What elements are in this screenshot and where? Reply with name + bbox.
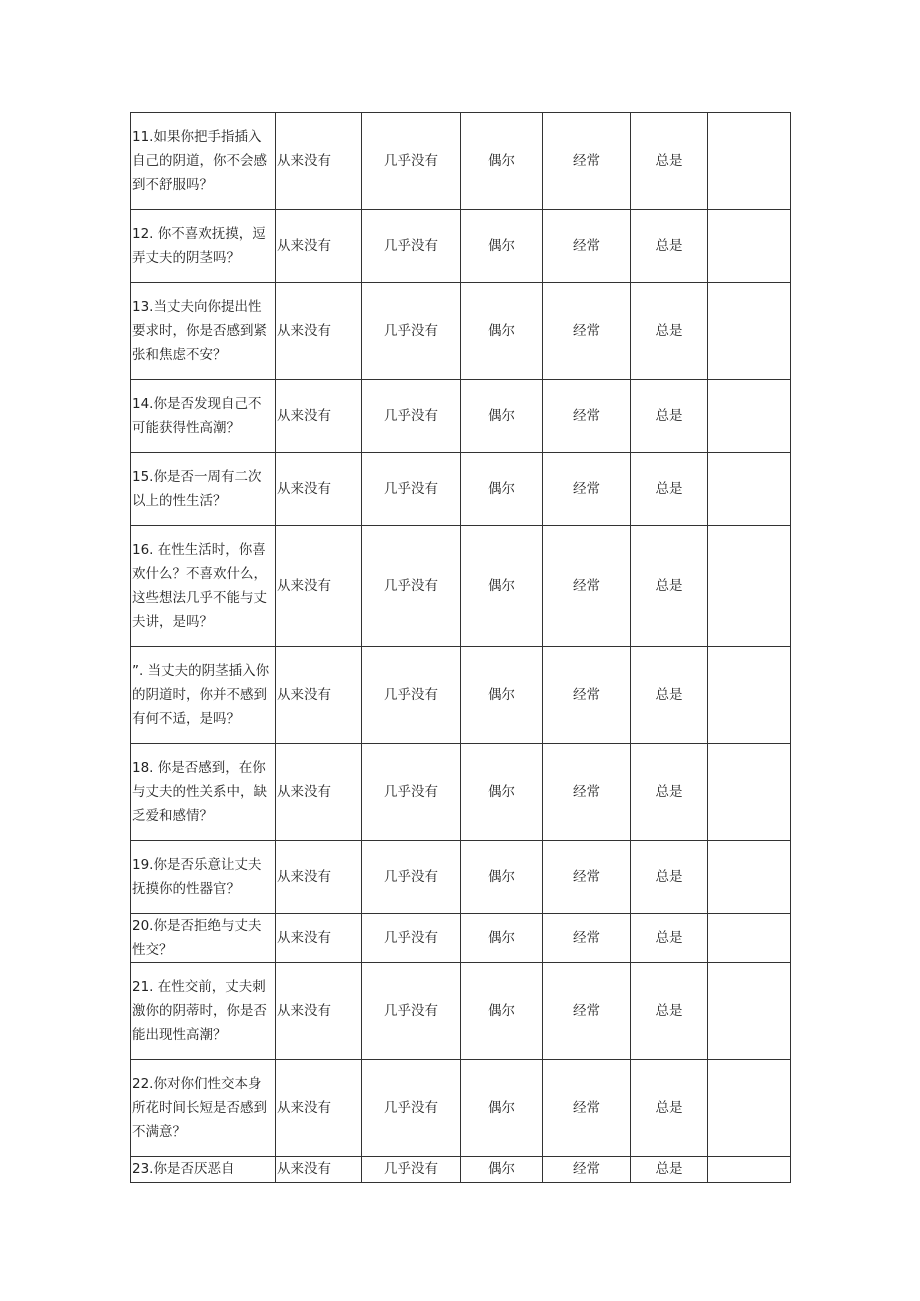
answer-option-3[interactable]: 偶尔 [461, 841, 543, 914]
score-cell [708, 841, 791, 914]
answer-option-2[interactable]: 几乎没有 [362, 963, 461, 1060]
answer-option-1[interactable]: 从来没有 [276, 283, 362, 380]
score-cell [708, 1157, 791, 1183]
score-cell [708, 1060, 791, 1157]
answer-option-5[interactable]: 总是 [631, 744, 708, 841]
answer-option-2[interactable]: 几乎没有 [362, 210, 461, 283]
answer-option-4[interactable]: 经常 [543, 841, 631, 914]
score-cell [708, 914, 791, 963]
answer-option-3[interactable]: 偶尔 [461, 113, 543, 210]
question-text: 18. 你是否感到，在你与丈夫的性关系中，缺乏爱和感情？ [131, 744, 276, 841]
answer-option-1[interactable]: 从来没有 [276, 744, 362, 841]
answer-option-4[interactable]: 经常 [543, 210, 631, 283]
score-cell [708, 963, 791, 1060]
question-text: 11.如果你把手指插入自己的阴道，你不会感到不舒服吗？ [131, 113, 276, 210]
answer-option-5[interactable]: 总是 [631, 647, 708, 744]
answer-option-5[interactable]: 总是 [631, 841, 708, 914]
answer-option-1[interactable]: 从来没有 [276, 380, 362, 453]
answer-option-4[interactable]: 经常 [543, 647, 631, 744]
question-text: 19.你是否乐意让丈夫抚摸你的性器官？ [131, 841, 276, 914]
score-cell [708, 744, 791, 841]
answer-option-3[interactable]: 偶尔 [461, 647, 543, 744]
answer-option-3[interactable]: 偶尔 [461, 453, 543, 526]
answer-option-4[interactable]: 经常 [543, 1157, 631, 1183]
question-row [131, 380, 791, 453]
question-row [131, 914, 791, 963]
question-text: 12. 你不喜欢抚摸，逗弄丈夫的阴茎吗？ [131, 210, 276, 283]
answer-option-2[interactable]: 几乎没有 [362, 113, 461, 210]
score-cell [708, 453, 791, 526]
answer-option-1[interactable]: 从来没有 [276, 1060, 362, 1157]
question-row [131, 744, 791, 841]
answer-option-1[interactable]: 从来没有 [276, 526, 362, 647]
question-row [131, 841, 791, 914]
question-row [131, 113, 791, 210]
answer-option-2[interactable]: 几乎没有 [362, 380, 461, 453]
answer-option-5[interactable]: 总是 [631, 963, 708, 1060]
answer-option-1[interactable]: 从来没有 [276, 914, 362, 963]
question-row [131, 1157, 791, 1183]
question-text: 16. 在性生活时，你喜欢什么？不喜欢什么，这些想法几乎不能与丈夫讲，是吗？ [131, 526, 276, 647]
answer-option-5[interactable]: 总是 [631, 453, 708, 526]
answer-option-1[interactable]: 从来没有 [276, 113, 362, 210]
answer-option-2[interactable]: 几乎没有 [362, 1060, 461, 1157]
answer-option-2[interactable]: 几乎没有 [362, 744, 461, 841]
question-text: 15.你是否一周有二次以上的性生活？ [131, 453, 276, 526]
question-row [131, 453, 791, 526]
score-cell [708, 380, 791, 453]
question-text: 21. 在性交前，丈夫刺激你的阴蒂时，你是否能出现性高潮？ [131, 963, 276, 1060]
answer-option-5[interactable]: 总是 [631, 1060, 708, 1157]
answer-option-2[interactable]: 几乎没有 [362, 1157, 461, 1183]
question-text: 14.你是否发现自己不可能获得性高潮？ [131, 380, 276, 453]
answer-option-1[interactable]: 从来没有 [276, 647, 362, 744]
answer-option-2[interactable]: 几乎没有 [362, 526, 461, 647]
answer-option-5[interactable]: 总是 [631, 283, 708, 380]
question-text: 20.你是否拒绝与丈夫性交？ [131, 914, 276, 963]
question-text: ”. 当丈夫的阴茎插入你的阴道时，你并不感到有何不适，是吗？ [131, 647, 276, 744]
answer-option-2[interactable]: 几乎没有 [362, 841, 461, 914]
question-row [131, 1060, 791, 1157]
answer-option-3[interactable]: 偶尔 [461, 914, 543, 963]
answer-option-5[interactable]: 总是 [631, 113, 708, 210]
score-cell [708, 283, 791, 380]
answer-option-5[interactable]: 总是 [631, 1157, 708, 1183]
answer-option-5[interactable]: 总是 [631, 914, 708, 963]
score-cell [708, 526, 791, 647]
answer-option-3[interactable]: 偶尔 [461, 963, 543, 1060]
answer-option-4[interactable]: 经常 [543, 113, 631, 210]
answer-option-3[interactable]: 偶尔 [461, 744, 543, 841]
answer-option-2[interactable]: 几乎没有 [362, 283, 461, 380]
score-cell [708, 647, 791, 744]
score-cell [708, 210, 791, 283]
answer-option-4[interactable]: 经常 [543, 914, 631, 963]
answer-option-4[interactable]: 经常 [543, 380, 631, 453]
score-cell [708, 113, 791, 210]
question-row [131, 210, 791, 283]
answer-option-3[interactable]: 偶尔 [461, 210, 543, 283]
question-text: 22.你对你们性交本身所花时间长短是否感到不满意？ [131, 1060, 276, 1157]
question-row [131, 283, 791, 380]
question-row [131, 963, 791, 1060]
answer-option-5[interactable]: 总是 [631, 526, 708, 647]
question-row [131, 526, 791, 647]
answer-option-2[interactable]: 几乎没有 [362, 914, 461, 963]
answer-option-3[interactable]: 偶尔 [461, 1157, 543, 1183]
answer-option-3[interactable]: 偶尔 [461, 380, 543, 453]
answer-option-3[interactable]: 偶尔 [461, 283, 543, 380]
question-text: 23.你是否厌恶自 [131, 1157, 276, 1183]
question-row [131, 647, 791, 744]
answer-option-1[interactable]: 从来没有 [276, 841, 362, 914]
answer-option-4[interactable]: 经常 [543, 744, 631, 841]
answer-option-2[interactable]: 几乎没有 [362, 453, 461, 526]
answer-option-4[interactable]: 经常 [543, 283, 631, 380]
answer-option-3[interactable]: 偶尔 [461, 526, 543, 647]
answer-option-1[interactable]: 从来没有 [276, 453, 362, 526]
answer-option-4[interactable]: 经常 [543, 963, 631, 1060]
answer-option-4[interactable]: 经常 [543, 1060, 631, 1157]
answer-option-1[interactable]: 从来没有 [276, 210, 362, 283]
answer-option-2[interactable]: 几乎没有 [362, 647, 461, 744]
answer-option-4[interactable]: 经常 [543, 453, 631, 526]
answer-option-3[interactable]: 偶尔 [461, 1060, 543, 1157]
answer-option-1[interactable]: 从来没有 [276, 1157, 362, 1183]
answer-option-4[interactable]: 经常 [543, 526, 631, 647]
questionnaire-table [130, 112, 791, 1183]
answer-option-5[interactable]: 总是 [631, 210, 708, 283]
question-text: 13.当丈夫向你提出性要求时，你是否感到紧张和焦虑不安？ [131, 283, 276, 380]
answer-option-5[interactable]: 总是 [631, 380, 708, 453]
answer-option-1[interactable]: 从来没有 [276, 963, 362, 1060]
